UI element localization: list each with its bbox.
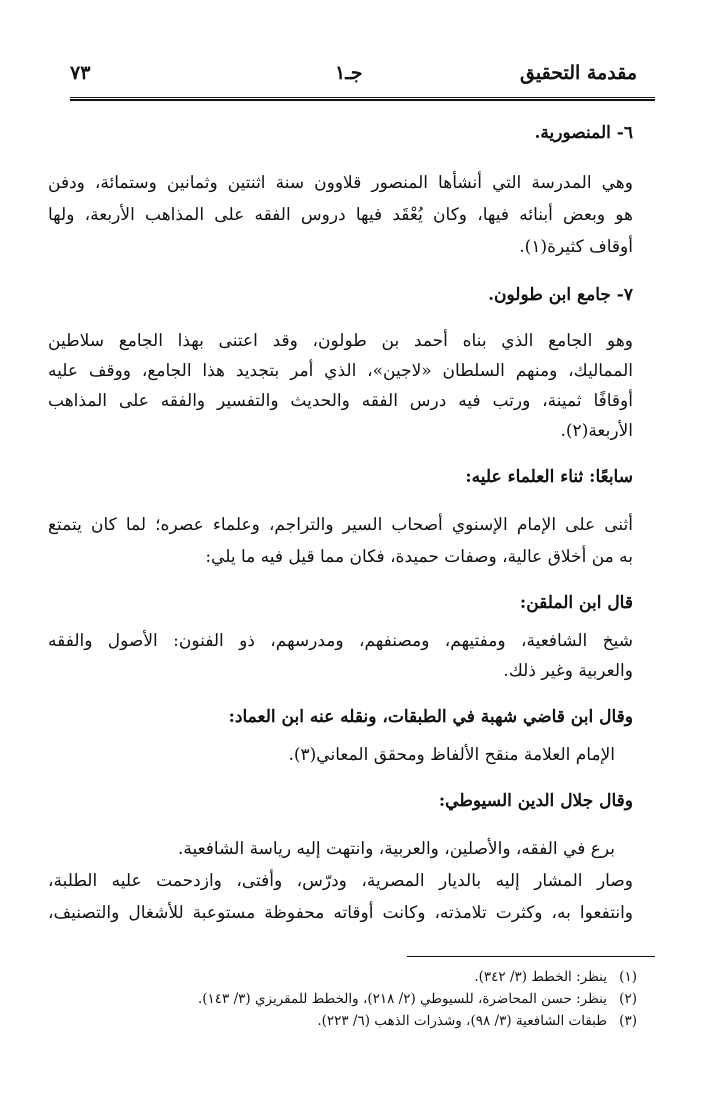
body-line: هو وبعض أبنائه فيها، وكان يُعْقَد فيها دروس الفقه على المذاهب الأربعة، ولها — [48, 205, 633, 225]
quote-line: والعربية وغير ذلك. — [503, 661, 633, 681]
quote-attribution: وقال ابن قاضي شهبة في الطبقات، ونقله عنه ابن العماد: — [228, 707, 633, 727]
footnote-3 — [48, 1010, 637, 1032]
body-line: وهي المدرسة التي أنشأها المنصور قلاوون سنة اثنتين وثمانين وستمائة، ودفن — [48, 173, 633, 193]
footnote-text: ينظر: الخطط (٣/ ٣٤٢). — [474, 969, 607, 985]
quote-line: برع في الفقه، والأصلين، والعربية، وانتهت إليه رياسة الشافعية. — [177, 839, 615, 859]
quote-line: الإمام العلامة منقح الألفاظ ومحقق المعاني(٣). — [288, 745, 615, 765]
quote-attribution: قال ابن الملقن: — [519, 593, 633, 613]
quote-line: وصار المشار إليه بالديار المصرية، ودرّس، وأفتى، وازدحمت عليه الطلبة، — [48, 871, 633, 891]
footnote-number: (٣) — [619, 1013, 637, 1029]
item-heading-mansuriya: ٦- المنصورية. — [534, 123, 633, 143]
page-number: ٧٣ — [70, 62, 91, 84]
running-header-volume: جـ١ — [335, 62, 363, 84]
footnote-2 — [48, 988, 637, 1010]
body-line: الأربعة(٢). — [560, 421, 633, 441]
header-rule — [70, 97, 655, 101]
footnote-number: (١) — [619, 969, 637, 985]
body-line: أثنى على الإمام الإسنوي أصحاب السير والتراجم، وعلماء عصره؛ لما كان يتمتع — [48, 515, 633, 535]
quote-attribution: وقال جلال الدين السيوطي: — [438, 791, 633, 811]
quote-line: وانتفعوا به، وكثرت تلامذته، وكانت أوقاته محفوظة مستوعبة للأشغال والتصنيف، — [48, 903, 633, 923]
body-line: أوقافًا ثمينة، ورتب فيه درس الفقه والحديث والتفسير والفقه على المذاهب — [48, 391, 633, 411]
section-heading-praise: سابعًا: ثناء العلماء عليه: — [465, 467, 633, 487]
footnote-rule — [407, 956, 655, 957]
footnote-number: (٢) — [619, 991, 637, 1007]
footnote-text: ينظر: حسن المحاضرة، للسيوطي (٢/ ٢١٨)، والخطط للمقريزي (٣/ ١٤٣). — [197, 991, 607, 1007]
running-header-section: مقدمة التحقيق — [520, 62, 637, 84]
footnote-text: طبقات الشافعية (٣/ ٩٨)، وشذرات الذهب (٦/ ٢٢٣). — [317, 1013, 607, 1029]
body-line: وهو الجامع الذي بناه أحمد بن طولون، وقد اعتنى بهذا الجامع سلاطين — [48, 331, 633, 351]
quote-line: شيخ الشافعية، ومفتيهم، ومصنفهم، ومدرسهم، ذو الفنون: الأصول والفقه — [48, 631, 633, 651]
body-line: المماليك، ومنهم السلطان «لاجين»، الذي أمر بتجديد هذا الجامع، ووقف عليه — [48, 361, 633, 381]
item-heading-ibn-tulun: ٧- جامع ابن طولون. — [488, 285, 633, 305]
footnote-1 — [48, 966, 637, 988]
body-line: به من أخلاق عالية، وصفات حميدة، فكان مما قيل فيه ما يلي: — [205, 547, 633, 567]
body-line: أوقاف كثيرة(١). — [519, 237, 633, 257]
